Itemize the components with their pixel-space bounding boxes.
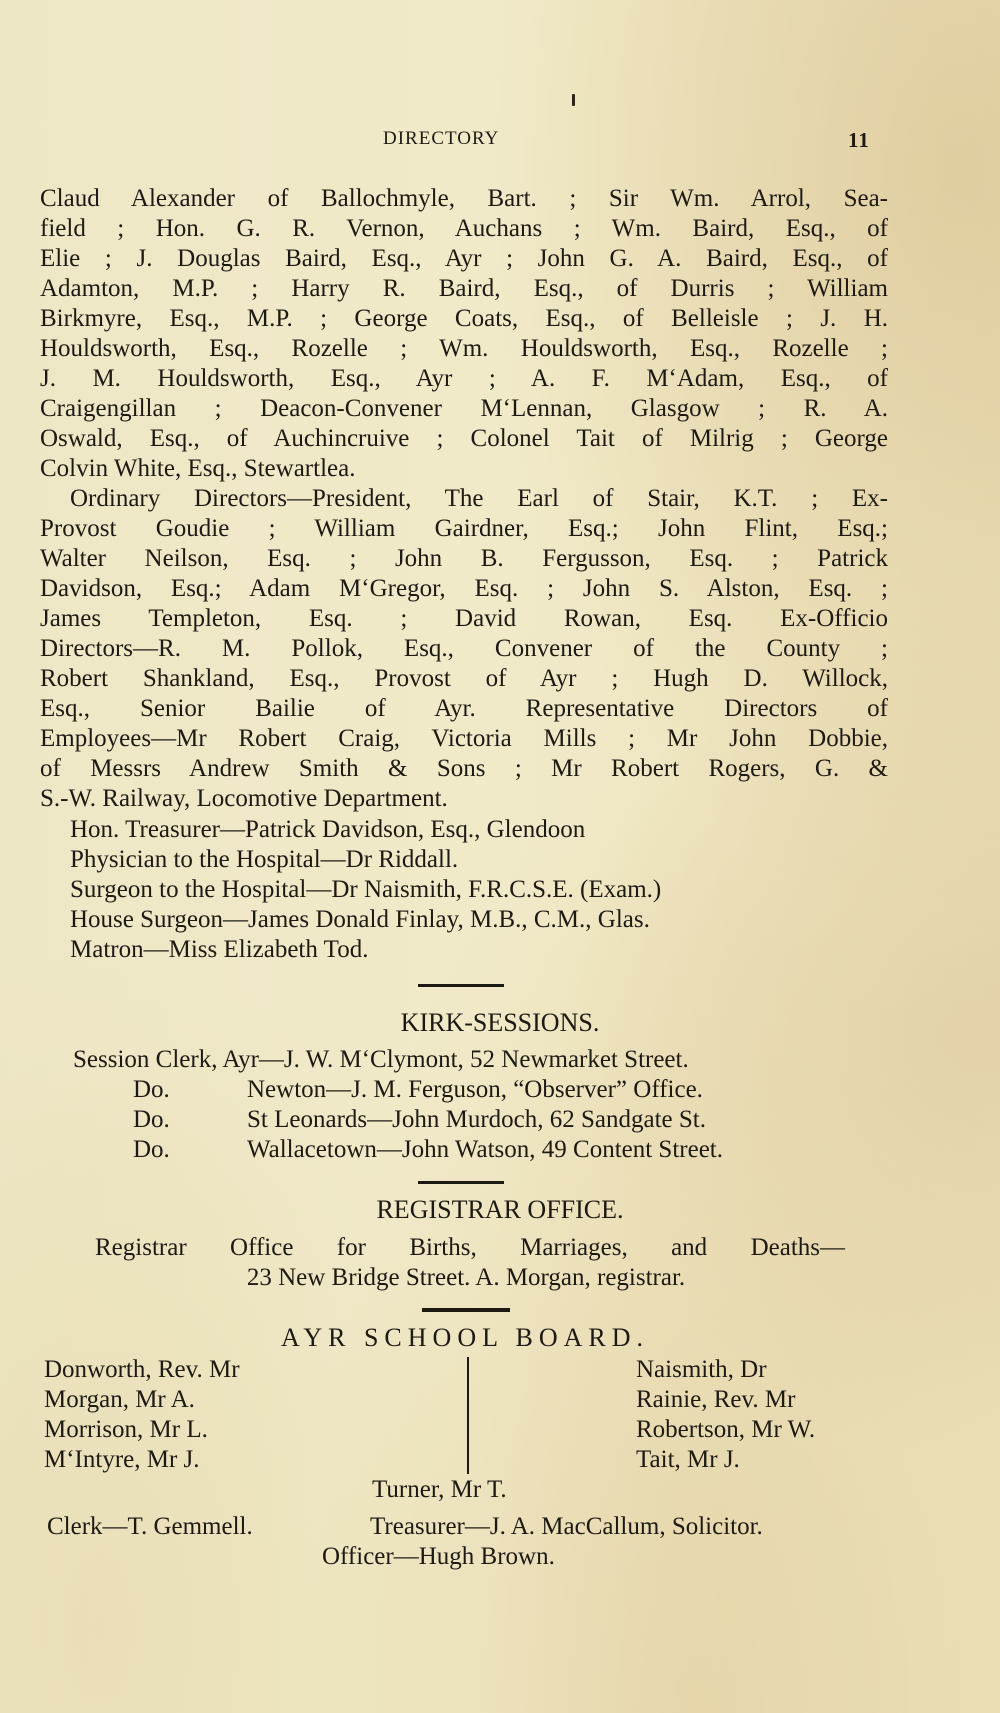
officer-line: Hon. Treasurer—Patrick Davidson, Esq., Glendoon (70, 816, 586, 843)
section-heading: REGISTRAR OFFICE. (376, 1195, 624, 1224)
ditto-mark: Do. (133, 1136, 170, 1163)
text-line: Oswald, Esq., of Auchincruive ; Colonel Tait of Milrig ; George (40, 425, 888, 452)
text-line: Employees—Mr Robert Craig, Victoria Mills ; Mr John Dobbie, (40, 725, 888, 752)
text-line: James Templeton, Esq. ; David Rowan, Esq. Ex-Officio (40, 605, 888, 632)
board-member: Tait, Mr J. (636, 1446, 740, 1473)
text-line: Walter Neilson, Esq. ; John B. Fergusson, Esq. ; Patrick (40, 545, 888, 572)
board-treasurer: Treasurer—J. A. MacCallum, Solicitor. (370, 1513, 763, 1540)
text-line: Craigengillan ; Deacon-Convener M‘Lennan, Glasgow ; R. A. (40, 395, 888, 422)
page-number: 11 (848, 128, 870, 152)
officer-line: Surgeon to the Hospital—Dr Naismith, F.R.C.S.E. (Exam.) (70, 876, 662, 903)
officer-line: Matron—Miss Elizabeth Tod. (70, 936, 369, 963)
session-entry: Newton—J. M. Ferguson, “Observer” Office. (247, 1076, 703, 1103)
text-line: Adamton, M.P. ; Harry R. Baird, Esq., of Durris ; William (40, 275, 888, 302)
board-member-center: Turner, Mr T. (372, 1476, 507, 1503)
registrar-line: Registrar Office for Births, Marriages, and Deaths— (95, 1234, 845, 1261)
text-line: Colvin White, Esq., Stewartlea. (40, 455, 356, 482)
text-line: Esq., Senior Bailie of Ayr. Representative Directors of (40, 695, 888, 722)
board-clerk: Clerk—T. Gemmell. (47, 1513, 253, 1540)
board-officer: Officer—Hugh Brown. (322, 1543, 555, 1570)
column-divider (467, 1357, 469, 1474)
section-divider (422, 1308, 510, 1312)
registrar-line: 23 New Bridge Street. A. Morgan, registrar. (246, 1264, 686, 1291)
ditto-mark: Do. (133, 1106, 170, 1133)
text-line: Davidson, Esq.; Adam M‘Gregor, Esq. ; John S. Alston, Esq. ; (40, 575, 888, 602)
board-member: Morrison, Mr L. (44, 1416, 208, 1443)
board-member: M‘Intyre, Mr J. (44, 1446, 200, 1473)
session-clerk-line: Session Clerk, Ayr—J. W. M‘Clymont, 52 Newmarket Street. (73, 1046, 689, 1073)
text-line: Robert Shankland, Esq., Provost of Ayr ; Hugh D. Willock, (40, 665, 888, 692)
board-member: Morgan, Mr A. (44, 1386, 195, 1413)
text-line: Houldsworth, Esq., Rozelle ; Wm. Houldsworth, Esq., Rozelle ; (40, 335, 888, 362)
text-line: Ordinary Directors—President, The Earl of Stair, K.T. ; Ex- (70, 485, 888, 512)
section-heading: AYR SCHOOL BOARD. (280, 1323, 650, 1352)
ink-mark (572, 94, 575, 106)
text-line: Claud Alexander of Ballochmyle, Bart. ; Sir Wm. Arrol, Sea- (40, 185, 888, 212)
text-line: J. M. Houldsworth, Esq., Ayr ; A. F. M‘Adam, Esq., of (40, 365, 888, 392)
text-line: S.-W. Railway, Locomotive Department. (40, 785, 448, 812)
session-entry: Wallacetown—John Watson, 49 Content Street. (247, 1136, 723, 1163)
ditto-mark: Do. (133, 1076, 170, 1103)
text-line: of Messrs Andrew Smith & Sons ; Mr Robert Rogers, G. & (40, 755, 888, 782)
board-member: Rainie, Rev. Mr (636, 1386, 796, 1413)
running-head-title: DIRECTORY (383, 128, 500, 149)
officer-line: Physician to the Hospital—Dr Riddall. (70, 846, 459, 873)
board-member: Naismith, Dr (636, 1356, 767, 1383)
board-member: Donworth, Rev. Mr (44, 1356, 240, 1383)
session-entry: St Leonards—John Murdoch, 62 Sandgate St. (247, 1106, 706, 1133)
section-divider (418, 1181, 504, 1184)
text-line: Birkmyre, Esq., M.P. ; George Coats, Esq., of Belleisle ; J. H. (40, 305, 888, 332)
board-member: Robertson, Mr W. (636, 1416, 816, 1443)
officer-line: House Surgeon—James Donald Finlay, M.B., C.M., Glas. (70, 906, 650, 933)
text-line: Directors—R. M. Pollok, Esq., Convener of the County ; (40, 635, 888, 662)
text-line: Elie ; J. Douglas Baird, Esq., Ayr ; John G. A. Baird, Esq., of (40, 245, 888, 272)
section-divider (418, 984, 504, 987)
text-line: field ; Hon. G. R. Vernon, Auchans ; Wm. Baird, Esq., of (40, 215, 888, 242)
section-heading: KIRK-SESSIONS. (400, 1008, 600, 1037)
text-line: Provost Goudie ; William Gairdner, Esq.; John Flint, Esq.; (40, 515, 888, 542)
